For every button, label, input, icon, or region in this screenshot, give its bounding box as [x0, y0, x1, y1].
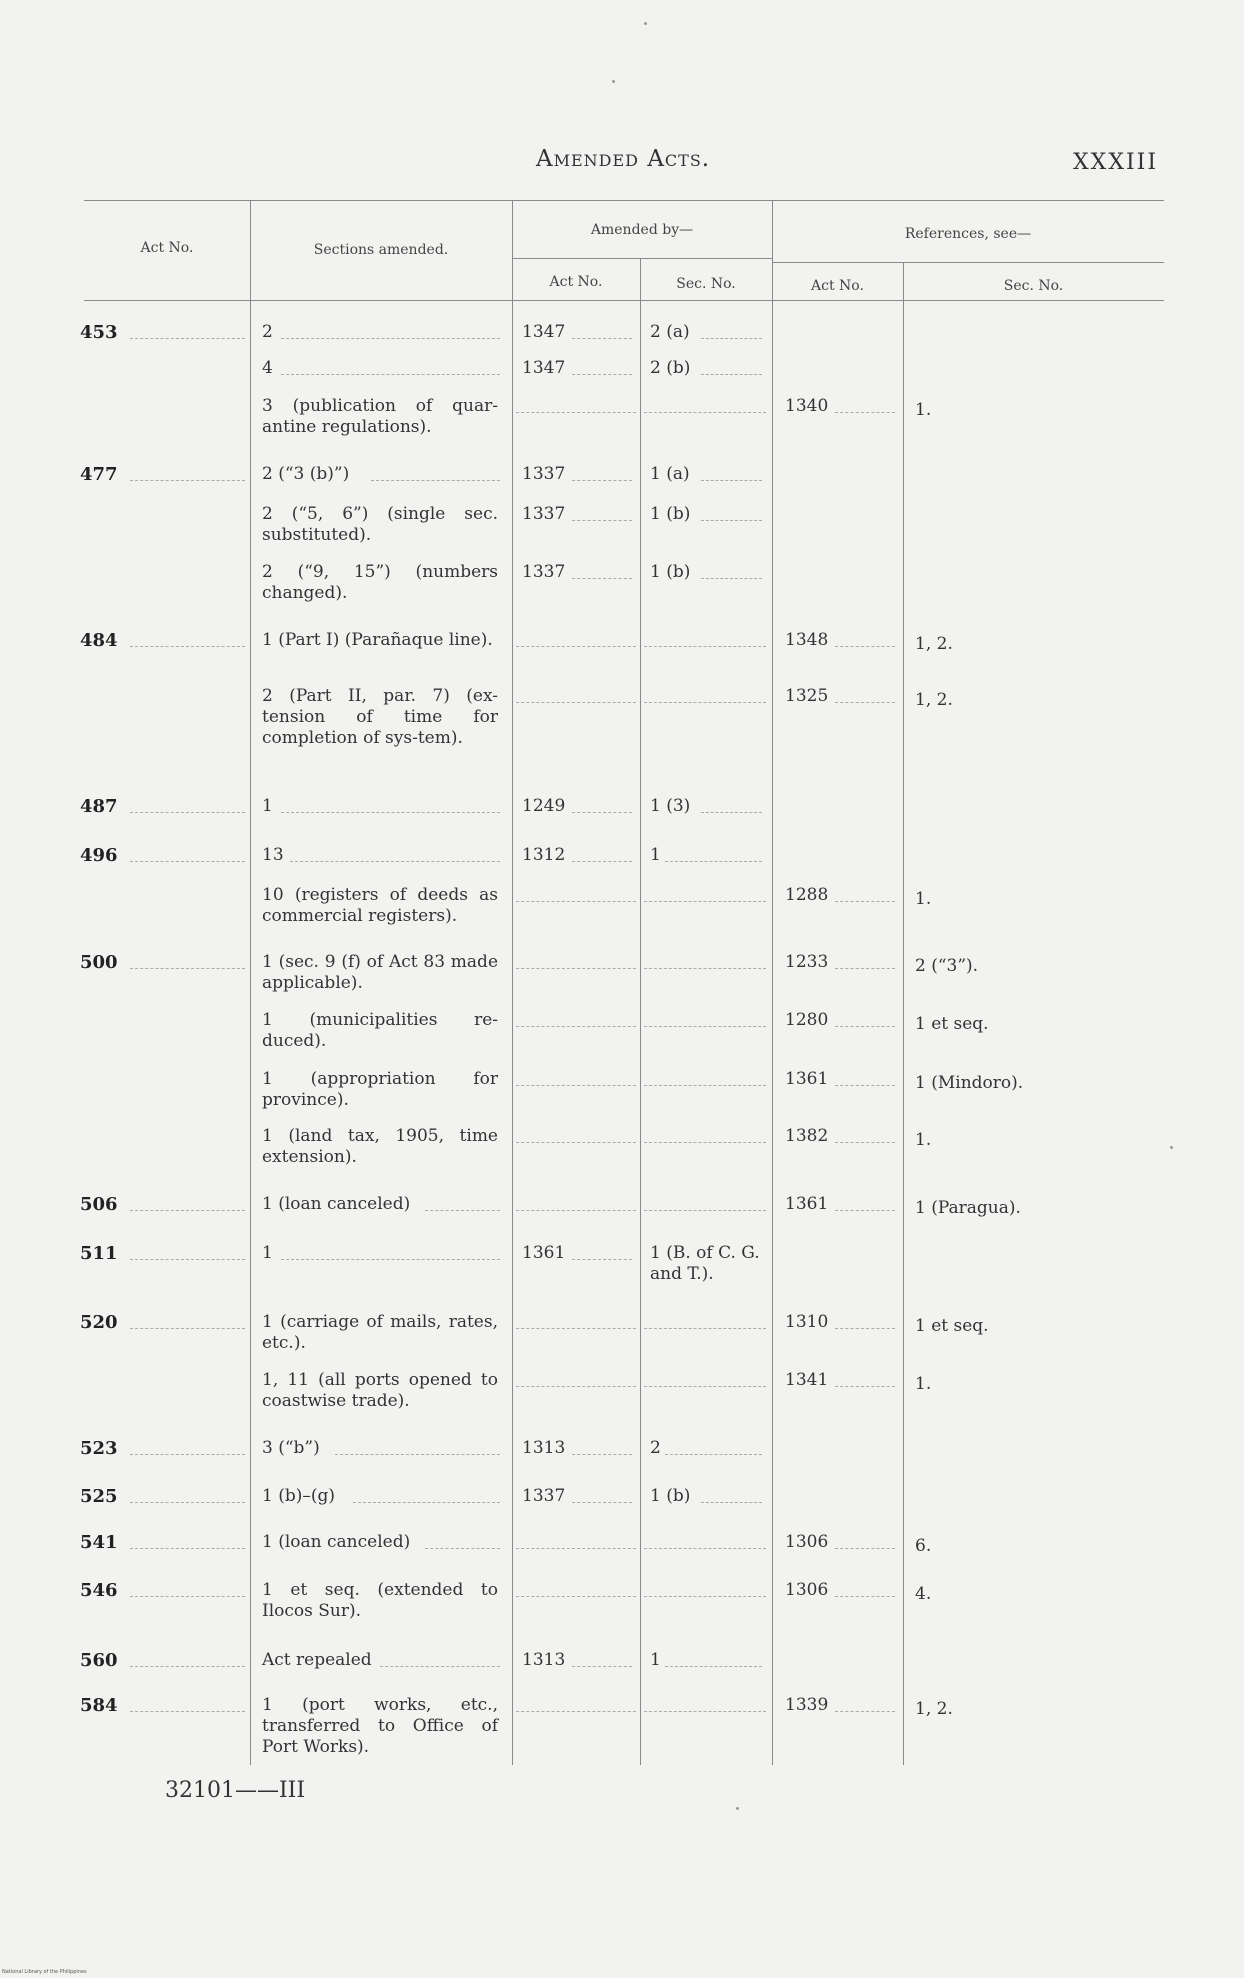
amended-by-act-no: 1347: [522, 322, 566, 342]
header-sections-amended: Sections amended.: [313, 242, 449, 258]
act-number: 584: [80, 1695, 118, 1716]
leader-dots: [572, 338, 632, 339]
leader-dots: [835, 1210, 895, 1211]
leader-dots: [701, 578, 762, 579]
reference-sec-no: 1.: [915, 400, 932, 420]
references-subrule: [772, 262, 1164, 263]
amended-by-sec-no: 1 (a): [650, 464, 690, 484]
section-amended: 1: [262, 796, 273, 816]
reference-sec-no: 1, 2.: [915, 690, 953, 710]
leader-dots: [130, 338, 245, 339]
leader-dots: [572, 812, 632, 813]
reference-act-no: 1310: [785, 1312, 829, 1332]
section-amended: 2 (“3 (b)”): [262, 464, 350, 484]
act-number: 484: [80, 630, 118, 651]
section-amended: 2 (“9, 15”) (numbers changed).: [262, 562, 498, 603]
leader-dots: [835, 1711, 895, 1712]
section-amended: 2 (Part II, par. 7) (ex-tension of time for completion of sys-tem).: [262, 686, 498, 748]
reference-act-no: 1339: [785, 1695, 829, 1715]
leader-dots: [130, 1502, 245, 1503]
reference-sec-no: 2 (“3”).: [915, 956, 979, 976]
signature-mark: 32101——III: [165, 1778, 306, 1803]
reference-act-no: 1361: [785, 1194, 829, 1214]
reference-sec-no: 1.: [915, 889, 932, 909]
leader-dots: [572, 1259, 632, 1260]
leader-dots: [644, 412, 766, 413]
leader-dots: [701, 520, 762, 521]
header-ref-act-no: Act No.: [811, 278, 864, 294]
amended-by-act-no: 1337: [522, 562, 566, 582]
section-amended: Act repealed: [262, 1650, 372, 1670]
amended-by-sec-no: 1 (b): [650, 1486, 691, 1506]
leader-dots: [130, 1548, 245, 1549]
section-amended: 3 (“b”): [262, 1438, 320, 1458]
act-number: 511: [80, 1243, 118, 1264]
leader-dots: [281, 1259, 500, 1260]
amended-by-sec-no: 2 (a): [650, 322, 690, 342]
leader-dots: [835, 1386, 895, 1387]
section-amended: 1 (port works, etc., transferred to Office of Port Works).: [262, 1695, 498, 1757]
leader-dots: [701, 374, 762, 375]
reference-act-no: 1325: [785, 686, 829, 706]
leader-dots: [835, 1085, 895, 1086]
leader-dots: [130, 968, 245, 969]
leader-dots: [644, 1085, 766, 1086]
leader-dots: [665, 1666, 762, 1667]
section-amended: 1 et seq. (extended to Ilocos Sur).: [262, 1580, 498, 1621]
paper-speck: [644, 22, 647, 25]
leader-dots: [644, 901, 766, 902]
leader-dots: [835, 646, 895, 647]
leader-dots: [572, 374, 632, 375]
leader-dots: [701, 812, 762, 813]
leader-dots: [644, 1210, 766, 1211]
section-amended: 1 (loan canceled): [262, 1194, 411, 1214]
leader-dots: [665, 1454, 762, 1455]
reference-act-no: 1382: [785, 1126, 829, 1146]
leader-dots: [130, 480, 245, 481]
section-amended: 1 (b)–(g): [262, 1486, 336, 1506]
leader-dots: [835, 1328, 895, 1329]
column-divider: [512, 200, 513, 1765]
section-amended: 2: [262, 322, 273, 342]
reference-act-no: 1306: [785, 1532, 829, 1552]
act-number: 520: [80, 1312, 118, 1333]
leader-dots: [516, 702, 636, 703]
amended-by-sec-no: 1: [650, 1650, 661, 1670]
leader-dots: [835, 1026, 895, 1027]
leader-dots: [516, 1026, 636, 1027]
amended-by-sec-no: 1 (b): [650, 504, 691, 524]
table-top-rule: [84, 200, 1164, 201]
amended-by-act-no: 1347: [522, 358, 566, 378]
leader-dots: [644, 968, 766, 969]
act-number: 477: [80, 464, 118, 485]
section-amended: 1 (land tax, 1905, time extension).: [262, 1126, 498, 1167]
leader-dots: [290, 861, 500, 862]
reference-act-no: 1361: [785, 1069, 829, 1089]
leader-dots: [281, 374, 500, 375]
leader-dots: [516, 1596, 636, 1597]
leader-dots: [130, 1210, 245, 1211]
leader-dots: [516, 1142, 636, 1143]
amended-by-sec-no: 2: [650, 1438, 661, 1458]
leader-dots: [281, 338, 500, 339]
page-corner-mark: [1202, 0, 1244, 1]
leader-dots: [701, 1502, 762, 1503]
reference-sec-no: 1.: [915, 1130, 932, 1150]
amended-by-sec-no: 2 (b): [650, 358, 691, 378]
reference-act-no: 1340: [785, 396, 829, 416]
reference-sec-no: 1.: [915, 1374, 932, 1394]
leader-dots: [130, 1454, 245, 1455]
act-number: 496: [80, 845, 118, 866]
leader-dots: [516, 968, 636, 969]
act-number: 500: [80, 952, 118, 973]
section-amended: 1 (municipalities re-duced).: [262, 1010, 498, 1051]
leader-dots: [701, 480, 762, 481]
leader-dots: [425, 1548, 500, 1549]
section-amended: 13: [262, 845, 284, 865]
leader-dots: [572, 1666, 632, 1667]
act-number: 487: [80, 796, 118, 817]
header-bottom-rule: [84, 300, 1164, 301]
paper-speck: [736, 1807, 739, 1810]
section-amended: 1: [262, 1243, 273, 1263]
page-title: Amended Acts.: [536, 146, 711, 172]
reference-act-no: 1348: [785, 630, 829, 650]
act-number: 546: [80, 1580, 118, 1601]
leader-dots: [835, 1142, 895, 1143]
leader-dots: [380, 1666, 500, 1667]
leader-dots: [835, 1548, 895, 1549]
leader-dots: [130, 1596, 245, 1597]
amended-by-act-no: 1337: [522, 1486, 566, 1506]
library-imprint: National Library of the Philippines: [2, 1969, 87, 1975]
amended-by-sec-no: 1 (3): [650, 796, 691, 816]
leader-dots: [644, 1386, 766, 1387]
leader-dots: [516, 1085, 636, 1086]
header-act-no: Act No.: [140, 240, 194, 256]
leader-dots: [572, 1454, 632, 1455]
section-amended: 1 (sec. 9 (f) of Act 83 made applicable).: [262, 952, 498, 993]
reference-act-no: 1341: [785, 1370, 829, 1390]
leader-dots: [572, 520, 632, 521]
section-amended: 1 (carriage of mails, rates, etc.).: [262, 1312, 498, 1353]
leader-dots: [644, 646, 766, 647]
leader-dots: [572, 578, 632, 579]
amended-by-act-no: 1361: [522, 1243, 566, 1263]
leader-dots: [130, 1259, 245, 1260]
header-amended-sec-no: Sec. No.: [676, 276, 736, 292]
leader-dots: [572, 1502, 632, 1503]
reference-sec-no: 1 et seq.: [915, 1316, 989, 1336]
page-number: XXXIII: [1073, 150, 1159, 175]
leader-dots: [130, 812, 245, 813]
leader-dots: [353, 1502, 500, 1503]
amended-by-subrule: [512, 258, 772, 259]
leader-dots: [371, 480, 500, 481]
leader-dots: [516, 1711, 636, 1712]
act-number: 506: [80, 1194, 118, 1215]
amended-by-sec-no: 1 (b): [650, 562, 691, 582]
leader-dots: [516, 646, 636, 647]
reference-act-no: 1233: [785, 952, 829, 972]
leader-dots: [335, 1454, 500, 1455]
leader-dots: [572, 861, 632, 862]
leader-dots: [130, 1711, 245, 1712]
leader-dots: [516, 1328, 636, 1329]
leader-dots: [425, 1210, 500, 1211]
reference-act-no: 1288: [785, 885, 829, 905]
leader-dots: [644, 1328, 766, 1329]
reference-sec-no: 1, 2.: [915, 1699, 953, 1719]
leader-dots: [644, 1596, 766, 1597]
act-number: 541: [80, 1532, 118, 1553]
section-amended: 4: [262, 358, 273, 378]
header-amended-act-no: Act No.: [549, 274, 603, 290]
amended-by-act-no: 1312: [522, 845, 566, 865]
leader-dots: [572, 480, 632, 481]
section-amended: 3 (publication of quar-antine regulations).: [262, 396, 498, 437]
reference-sec-no: 6.: [915, 1536, 932, 1556]
leader-dots: [701, 338, 762, 339]
leader-dots: [516, 1386, 636, 1387]
section-amended: 1 (appropriation for province).: [262, 1069, 498, 1110]
leader-dots: [835, 968, 895, 969]
paper-speck: [612, 80, 615, 83]
column-divider: [250, 200, 251, 1765]
section-amended: 1 (loan canceled): [262, 1532, 411, 1552]
header-amended-by: Amended by—: [590, 222, 694, 238]
leader-dots: [130, 1666, 245, 1667]
reference-sec-no: 1 (Mindoro).: [915, 1073, 1024, 1093]
act-number: 453: [80, 322, 118, 343]
leader-dots: [516, 901, 636, 902]
reference-sec-no: 1 et seq.: [915, 1014, 989, 1034]
section-amended: 1, 11 (all ports opened to coastwise trade).: [262, 1370, 498, 1411]
leader-dots: [644, 1711, 766, 1712]
amended-by-act-no: 1249: [522, 796, 566, 816]
amended-by-act-no: 1337: [522, 504, 566, 524]
leader-dots: [835, 412, 895, 413]
amended-by-sec-no: 1: [650, 845, 661, 865]
leader-dots: [516, 412, 636, 413]
reference-sec-no: 1 (Paragua).: [915, 1198, 1021, 1218]
amended-by-act-no: 1313: [522, 1650, 566, 1670]
amended-by-act-no: 1313: [522, 1438, 566, 1458]
leader-dots: [665, 861, 762, 862]
amended-by-act-no: 1337: [522, 464, 566, 484]
leader-dots: [130, 646, 245, 647]
reference-act-no: 1306: [785, 1580, 829, 1600]
paper-speck: [1170, 1146, 1173, 1149]
amended-by-sec-no: 1 (B. of C. G. and T.).: [650, 1243, 760, 1284]
leader-dots: [516, 1210, 636, 1211]
leader-dots: [644, 1026, 766, 1027]
reference-act-no: 1280: [785, 1010, 829, 1030]
column-divider: [903, 262, 904, 1765]
header-references: References, see—: [904, 226, 1032, 242]
leader-dots: [835, 901, 895, 902]
act-number: 525: [80, 1486, 118, 1507]
section-amended: 10 (registers of deeds as commercial registers).: [262, 885, 498, 926]
leader-dots: [130, 1328, 245, 1329]
section-amended: 2 (“5, 6”) (single sec. substituted).: [262, 504, 498, 545]
leader-dots: [130, 861, 245, 862]
act-number: 523: [80, 1438, 118, 1459]
header-ref-sec-no: Sec. No.: [1003, 278, 1064, 294]
leader-dots: [516, 1548, 636, 1549]
leader-dots: [835, 1596, 895, 1597]
act-number: 560: [80, 1650, 118, 1671]
leader-dots: [644, 1142, 766, 1143]
reference-sec-no: 1, 2.: [915, 634, 953, 654]
reference-sec-no: 4.: [915, 1584, 932, 1604]
leader-dots: [644, 702, 766, 703]
column-divider: [640, 258, 641, 1765]
column-divider: [772, 200, 773, 1765]
leader-dots: [281, 812, 500, 813]
leader-dots: [835, 702, 895, 703]
leader-dots: [644, 1548, 766, 1549]
section-amended: 1 (Part I) (Parañaque line).: [262, 630, 493, 650]
